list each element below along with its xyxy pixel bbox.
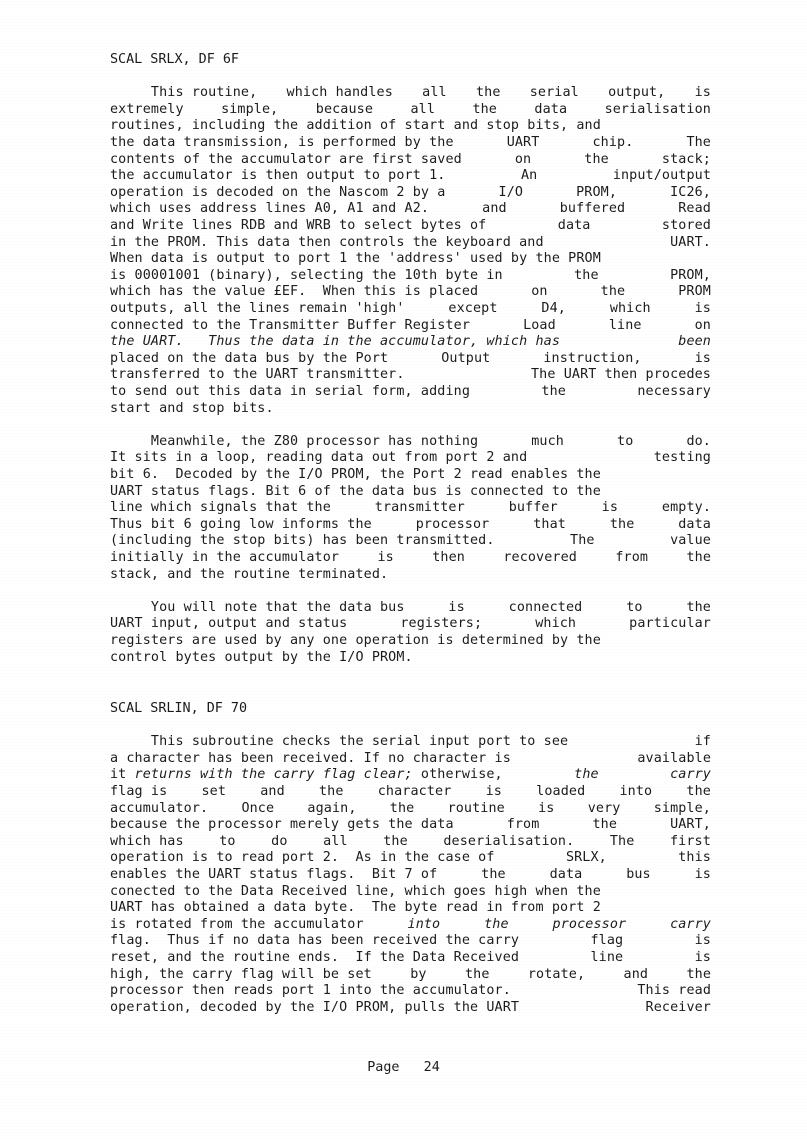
- line-run: except: [448, 301, 498, 316]
- text-line: UART has obtained a data byte. The byte read in from port 2: [110, 900, 601, 916]
- line-run: simple,: [221, 101, 279, 117]
- line-run: Receiver: [645, 999, 711, 1015]
- text-line: [110, 834, 711, 851]
- text-line: [110, 850, 711, 867]
- text-line: [110, 384, 711, 401]
- text-line: conected to the Data Received line, which goes high when the: [110, 883, 601, 899]
- line-run: a character has been received. If no character is: [110, 750, 511, 766]
- line-run: all: [323, 833, 348, 849]
- line-run: UART.: [670, 234, 711, 250]
- line-run: is: [694, 350, 711, 366]
- line-run: character: [377, 784, 452, 800]
- line-run: the: [686, 550, 711, 565]
- text-line: [110, 817, 711, 834]
- line-run: the: [481, 867, 506, 883]
- text-line: [110, 318, 711, 335]
- line-run: stored: [661, 218, 711, 233]
- line-run: It sits in a loop, reading data out from port 2 and: [110, 450, 528, 466]
- line-run: operation is decoded on the Nascom 2 by a: [110, 184, 446, 200]
- text-line: [110, 517, 711, 534]
- line-run: is 00001001 (binary), selecting the 10th byte in: [110, 267, 503, 283]
- line-run: buffered: [559, 201, 626, 217]
- text-line: [110, 218, 711, 235]
- line-run: much: [531, 433, 564, 449]
- line-run: to: [617, 433, 634, 449]
- line-run: it returns with the carry flag clear; otherwise,: [110, 767, 503, 783]
- line-run: testing: [653, 450, 711, 466]
- line-run: is: [694, 933, 711, 949]
- line-run: all: [422, 85, 447, 101]
- line-run: output,: [608, 85, 666, 101]
- line-run: very: [587, 800, 621, 816]
- line-run: Read: [678, 201, 711, 217]
- text-line: UART status flags. Bit 6 of the data bus is connected to the: [110, 483, 601, 499]
- line-run: processor then reads port 1 into the accumulator.: [110, 983, 511, 999]
- text-line: [110, 102, 711, 119]
- text-line: [110, 867, 711, 884]
- line-run: instruction,: [543, 350, 642, 366]
- line-run: to: [219, 833, 236, 849]
- line-run: this: [678, 850, 711, 866]
- line-run: the: [686, 966, 711, 982]
- text-line: [110, 933, 711, 950]
- text-line: [110, 533, 711, 550]
- text-line: [110, 950, 711, 967]
- line-run: input/output: [612, 168, 711, 184]
- line-run: first: [670, 833, 711, 849]
- line-run: data: [557, 218, 591, 233]
- line-run: data: [534, 101, 568, 117]
- line-run: is: [377, 550, 394, 565]
- line-run: flag is: [110, 784, 168, 800]
- line-run: do.: [686, 433, 711, 449]
- line-run: the: [574, 767, 599, 783]
- line-run: simple,: [653, 800, 711, 816]
- line-run: into: [619, 784, 653, 800]
- line-run: You will note that the data bus: [110, 599, 405, 615]
- line-run: the accumulator is then output to port 1.: [110, 168, 446, 184]
- line-run: because the processor merely gets the data: [110, 817, 454, 833]
- text-line: [110, 235, 711, 252]
- line-run: flag. Thus if no data has been received the carry: [110, 933, 520, 949]
- line-run: the: [584, 151, 609, 167]
- line-run: value: [670, 533, 711, 549]
- line-run: connected: [508, 599, 583, 615]
- text-line: [110, 434, 711, 451]
- line-run: because: [315, 101, 374, 117]
- line-run: routine: [447, 800, 505, 816]
- line-run: which has: [110, 833, 184, 849]
- line-run: then: [432, 550, 465, 565]
- line-run: operation, decoded by the I/O PROM, pulls the UART: [110, 999, 520, 1015]
- line-run: Load: [523, 317, 556, 333]
- line-run: all: [410, 101, 436, 117]
- line-run: do: [271, 833, 288, 849]
- line-run: deserialisation.: [443, 833, 575, 849]
- line-run: high, the carry flag will be set: [110, 966, 372, 982]
- line-run: Meanwhile, the Z80 processor has nothing: [110, 433, 479, 449]
- text-line: registers are used by any one operation is determined by the: [110, 633, 601, 648]
- line-run: by: [410, 966, 427, 982]
- line-run: serial: [529, 85, 579, 101]
- line-run: Output: [441, 350, 491, 366]
- line-run: The: [686, 135, 711, 150]
- text-line: [110, 734, 711, 751]
- line-run: This read: [637, 983, 711, 999]
- line-run: line: [590, 950, 624, 966]
- italic-run: returns with the carry flag clear;: [134, 767, 413, 783]
- page-footer: Page 24: [367, 1060, 440, 1075]
- line-run: placed on the data bus by the Port: [110, 350, 389, 366]
- line-run: registers;: [400, 616, 483, 632]
- line-run: into: [407, 916, 441, 932]
- text-line: [110, 185, 711, 202]
- line-run: enables the UART status flags. Bit 7 of: [110, 867, 438, 883]
- line-run: and: [260, 784, 285, 800]
- line-run: carry: [670, 916, 711, 932]
- line-run: is: [694, 950, 711, 966]
- line-run: transmitter: [374, 500, 465, 516]
- line-run: UART input, output and status: [110, 616, 348, 632]
- line-run: rotate,: [527, 966, 586, 982]
- line-run: the: [574, 267, 599, 283]
- text-line: [110, 135, 711, 152]
- line-run: if: [694, 734, 711, 750]
- line-run: carry: [670, 767, 711, 783]
- text-line: [110, 1000, 711, 1017]
- line-run: which: [609, 301, 651, 316]
- line-run: which handles: [286, 85, 393, 101]
- line-run: initially in the accumulator: [110, 550, 340, 565]
- line-run: data: [678, 516, 711, 532]
- line-run: This routine,: [110, 85, 258, 101]
- line-run: from: [506, 817, 540, 833]
- text-line: [110, 500, 711, 517]
- line-run: from: [615, 550, 649, 565]
- line-run: the: [609, 516, 635, 532]
- line-run: the: [686, 784, 711, 800]
- line-run: the: [686, 599, 711, 615]
- line-run: to: [626, 599, 643, 615]
- text-line: [110, 751, 711, 768]
- text-line: bit 6. Decoded by the I/O PROM, the Port 2 read enables the: [110, 467, 601, 482]
- line-run: which: [535, 616, 577, 632]
- text-line: [110, 201, 711, 218]
- text-line: [110, 450, 711, 467]
- line-run: The: [570, 533, 595, 549]
- text-line: [110, 301, 711, 318]
- text-line: [110, 967, 711, 984]
- text-line: stack, and the routine terminated.: [110, 566, 389, 582]
- line-run: PROM,: [670, 267, 711, 283]
- line-run: the: [464, 966, 490, 982]
- line-run: outputs, all the lines remain 'high': [110, 301, 405, 316]
- text-line: start and stop bits.: [110, 400, 274, 416]
- line-run: buffer: [508, 500, 558, 516]
- line-run: which uses address lines A0, A1 and A2.: [110, 201, 430, 217]
- text-line: [110, 616, 711, 633]
- line-run: UART,: [670, 817, 711, 833]
- line-run: IC26,: [670, 184, 711, 200]
- line-run: on: [531, 284, 548, 300]
- line-run: transferred to the UART transmitter.: [110, 367, 405, 383]
- line-run: the: [600, 284, 626, 300]
- italic-run: the UART. Thus the data in the accumulator, which has: [110, 334, 561, 350]
- text-line: [110, 367, 711, 384]
- line-run: Once: [241, 800, 275, 816]
- line-run: the: [475, 85, 501, 101]
- line-run: bus: [626, 867, 651, 883]
- text-line: [110, 983, 711, 1000]
- line-run: on: [514, 151, 532, 167]
- line-run: available: [637, 750, 711, 766]
- text-line: [110, 784, 711, 801]
- line-run: serialisation: [604, 101, 711, 117]
- line-run: set: [201, 784, 227, 800]
- line-run: processor: [552, 916, 627, 932]
- line-run: the: [484, 916, 509, 932]
- text-line: [110, 767, 711, 784]
- section-heading-srlx: SCAL SRLX, DF 6F: [110, 52, 239, 67]
- line-run: D4,: [541, 301, 566, 316]
- line-run: reset, and the routine ends. If the Data Received: [110, 950, 520, 966]
- line-run: I/O: [498, 184, 524, 200]
- line-run: extremely: [110, 101, 184, 117]
- line-run: the: [472, 101, 497, 117]
- text-line: When data is output to port 1 the 'address' used by the PROM: [110, 251, 601, 267]
- line-run: [110, 334, 560, 351]
- line-run: loaded: [536, 784, 586, 800]
- line-run: and Write lines RDB and WRB to select bytes of: [110, 218, 487, 233]
- line-run: that: [533, 516, 566, 532]
- line-run: stack;: [661, 151, 711, 167]
- text-line: [110, 801, 711, 818]
- line-run: SRLX,: [565, 850, 607, 866]
- text-line: [110, 168, 711, 185]
- line-run: The: [609, 833, 635, 849]
- line-run: the: [383, 833, 408, 849]
- line-run: connected to the Transmitter Buffer Register: [110, 317, 471, 333]
- text-line: [110, 152, 711, 169]
- line-run: and: [482, 201, 507, 217]
- line-run: is: [694, 867, 711, 883]
- line-run: PROM,: [576, 184, 618, 200]
- line-run: processor: [415, 516, 490, 532]
- line-run: operation is to read port 2. As in the case of: [110, 850, 495, 866]
- line-run: contents of the accumulator are first saved: [110, 151, 462, 167]
- line-run: is: [694, 301, 711, 316]
- line-run: which has the value £EF. When this is placed: [110, 284, 479, 300]
- line-run: necessary: [637, 384, 711, 399]
- line-run: the: [318, 784, 344, 800]
- text-line: [110, 600, 711, 617]
- line-run: the: [541, 384, 566, 399]
- line-run: empty.: [661, 500, 711, 516]
- line-run: again,: [307, 800, 357, 816]
- text-line: [110, 284, 711, 301]
- line-run: accumulator.: [110, 800, 209, 816]
- line-run: and: [623, 966, 649, 982]
- line-run: is: [601, 500, 619, 516]
- line-run: the: [389, 800, 415, 816]
- line-run: An: [520, 168, 538, 184]
- line-run: is: [448, 599, 465, 615]
- text-line: control bytes output by the I/O PROM.: [110, 649, 413, 665]
- text-line: [110, 917, 711, 934]
- line-run: particular: [629, 616, 711, 632]
- line-run: The UART then procedes: [530, 367, 711, 383]
- line-run: the data transmission, is performed by the: [110, 135, 454, 150]
- line-run: chip.: [592, 135, 634, 150]
- line-run: UART: [506, 135, 540, 150]
- line-run: in the PROM. This data then controls the keyboard and: [110, 234, 544, 250]
- line-run: line which signals that the: [110, 500, 331, 516]
- line-run: (including the stop bits) has been transmitted.: [110, 533, 495, 549]
- text-line: [110, 268, 711, 285]
- line-run: flag: [590, 933, 624, 949]
- line-run: Thus bit 6 going low informs the: [110, 516, 372, 532]
- line-run: recovered: [503, 550, 577, 565]
- line-run: to send out this data in serial form, adding: [110, 384, 471, 399]
- line-run: PROM: [678, 284, 711, 300]
- text-line: routines, including the addition of start and stop bits, and: [110, 118, 601, 134]
- text-line: [110, 550, 711, 567]
- line-run: This subroutine checks the serial input port to see: [110, 734, 569, 750]
- line-run: the: [592, 817, 618, 833]
- section-heading-srlin: SCAL SRLIN, DF 70: [110, 701, 248, 717]
- line-run: is: [538, 800, 555, 816]
- line-run: is rotated from the accumulator: [110, 916, 364, 932]
- line-run: is: [485, 784, 502, 800]
- text-line: [110, 351, 711, 368]
- line-run: is: [694, 85, 711, 101]
- text-line: [110, 334, 711, 351]
- line-run: data: [549, 867, 583, 883]
- line-run: been: [678, 334, 711, 350]
- line-run: line: [608, 317, 642, 333]
- text-line: [110, 85, 711, 102]
- line-run: on: [694, 317, 711, 333]
